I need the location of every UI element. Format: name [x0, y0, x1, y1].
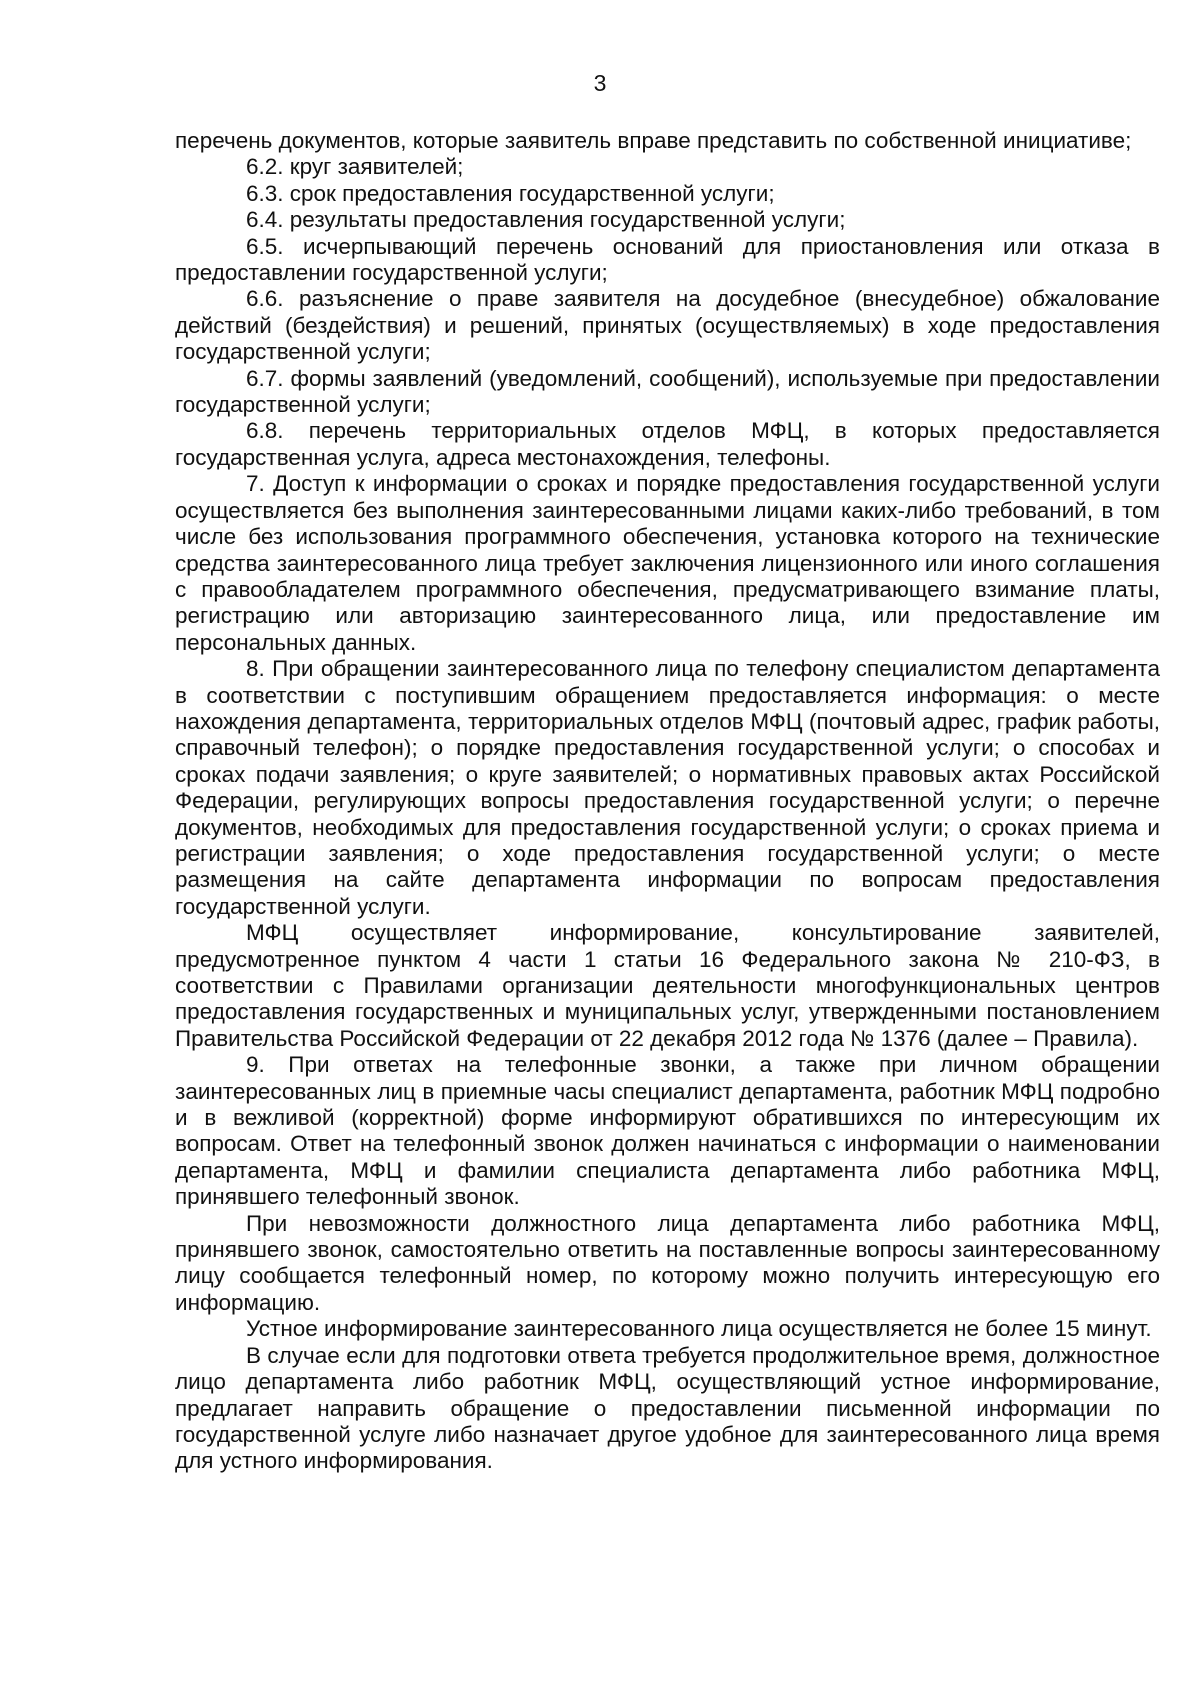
- paragraph: МФЦ осуществляет информирование, консультирование заявителей, предусмотренное пунктом 4 части 1 статьи 16 Федерального закона № 210-ФЗ, в соответствии с Правилами организации деятельности многофункциональных центров предоставления государственных и муниципальных услуг, утвержденными постановлением Правительства Российской Федерации от 22 декабря 2012 года № 1376 (далее – Правила).: [175, 920, 1160, 1051]
- paragraph: При невозможности должностного лица департамента либо работника МФЦ, принявшего звонок, самостоятельно ответить на поставленные вопросы заинтересованному лицу сообщается телефонный номер, по которому можно получить интересующую его информацию.: [175, 1210, 1160, 1315]
- paragraph: 8. При обращении заинтересованного лица по телефону специалистом департамента в соответствии с поступившим обращением предоставляется информация: о месте нахождения департамента, территориальных отделов МФЦ (почтовый адрес, график работы, справочный телефон); о порядке предоставления государственной услуги; о способах и сроках подачи заявления; о круге заявителей; о нормативных правовых актах Российской Федерации, регулирующих вопросы предоставления государственной услуги; о перечне документов, необходимых для предоставления государственной услуги; о сроках приема и регистрации заявления; о ходе предоставления государственной услуги; о месте размещения на сайте департамента информации по вопросам предоставления государственной услуги.: [175, 656, 1160, 919]
- paragraph: 6.8. перечень территориальных отделов МФЦ, в которых предоставляется государственная услуга, адреса местонахождения, телефоны.: [175, 418, 1160, 470]
- document-body: [175, 128, 1160, 1475]
- paragraph: 6.4. результаты предоставления государственной услуги;: [246, 207, 846, 233]
- paragraph: 6.5. исчерпывающий перечень оснований для приостановления или отказа в предоставлении государственной услуги;: [175, 233, 1160, 286]
- paragraph: перечень документов, которые заявитель вправе представить по собственной инициативе;: [175, 128, 1132, 153]
- paragraph: В случае если для подготовки ответа требуется продолжительное время, должностное лицо департамента либо работник МФЦ, осуществляющий устное информирование, предлагает направить обращение о предоставлении письменной информации по государственной услуге либо назначает другое удобное для заинтересованного лица время для устного информирования.: [175, 1342, 1160, 1474]
- paragraph: 6.2. круг заявителей;: [246, 154, 464, 180]
- page-number: 3: [593, 70, 607, 96]
- paragraph: 6.6. разъяснение о праве заявителя на досудебное (внесудебное) обжалование действий (бездействия) и решений, принятых (осуществляемых) в ходе предоставления государственной услуги;: [175, 286, 1160, 365]
- paragraph: 9. При ответах на телефонные звонки, а также при личном обращении заинтересованных лиц в приемные часы специалист департамента, работник МФЦ подробно и в вежливой (корректной) форме информируют обратившихся по интересующим их вопросам. Ответ на телефонный звонок должен начинаться с информации о наименовании департамента, МФЦ и фамилии специалиста департамента либо работника МФЦ, принявшего телефонный звонок.: [175, 1052, 1160, 1210]
- paragraph: 6.3. срок предоставления государственной услуги;: [246, 180, 775, 206]
- paragraph: Устное информирование заинтересованного лица осуществляется не более 15 минут.: [246, 1316, 1152, 1342]
- paragraph: 7. Доступ к информации о сроках и порядке предоставления государственной услуги осуществляется без выполнения заинтересованными лицами каких-либо требований, в том числе без использования программного обеспечения, установка которого на технические средства заинтересованного лица требует заключения лицензионного или иного соглашения с правообладателем программного обеспечения, предусматривающего взимание платы, регистрацию или авторизацию заинтересованного лица, или предоставление им персональных данных.: [175, 471, 1160, 655]
- paragraph: 6.7. формы заявлений (уведомлений, сообщений), используемые при предоставлении государственной услуги;: [175, 365, 1160, 418]
